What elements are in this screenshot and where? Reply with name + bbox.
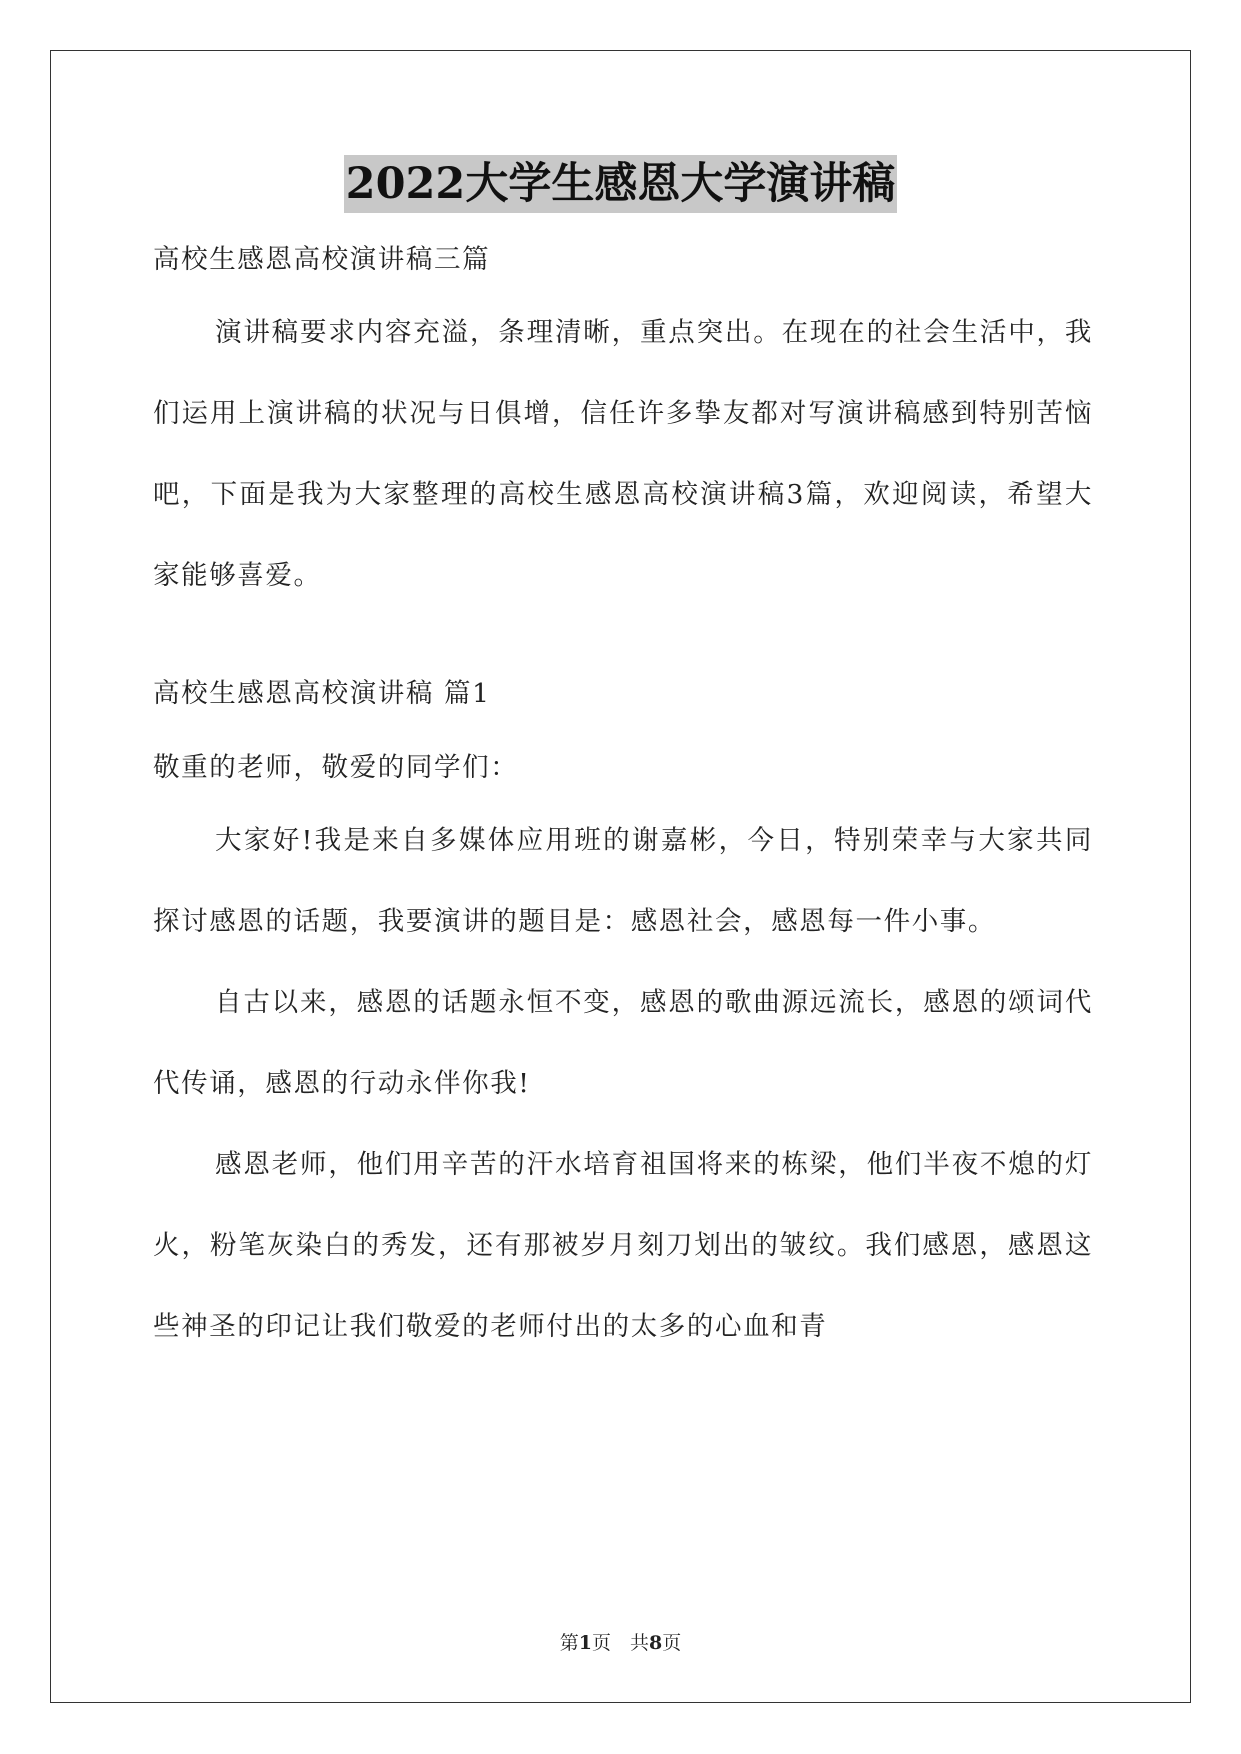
page-footer xyxy=(0,1628,1241,1655)
title-container xyxy=(0,155,1241,213)
body-paragraph-2: 自古以来，感恩的话题永恒不变，感恩的歌曲源远流长，感恩的颂词代代传诵，感恩的行动永伴你我! xyxy=(153,987,1093,1099)
footer-page-total: 8 xyxy=(649,1632,663,1654)
intro-block xyxy=(153,292,1093,616)
footer-page-current: 1 xyxy=(578,1632,592,1654)
section-heading: 高校生感恩高校演讲稿 篇1 xyxy=(153,678,491,709)
document-subtitle: 高校生感恩高校演讲稿三篇 xyxy=(153,244,491,275)
body-paragraph-3: 感恩老师，他们用辛苦的汗水培育祖国将来的栋梁，他们半夜不熄的灯火，粉笔灰染白的秀发，还有那被岁月刻刀划出的皱纹。我们感恩，感恩这些神圣的印记让我们敬爱的老师付出的太多的心血和青 xyxy=(153,1149,1093,1342)
salutation: 敬重的老师，敬爱的同学们： xyxy=(153,752,519,783)
body-paragraph-1: 大家好!我是来自多媒体应用班的谢嘉彬，今日，特别荣幸与大家共同探讨感恩的话题，我要演讲的题目是：感恩社会，感恩每一件小事。 xyxy=(153,825,1093,937)
footer-page-suffix: 页 xyxy=(662,1632,682,1654)
body-block xyxy=(153,800,1093,1367)
footer-page-mid: 页 共 xyxy=(591,1632,649,1654)
document-title: 2022大学生感恩大学演讲稿 xyxy=(344,155,898,213)
intro-paragraph: 演讲稿要求内容充溢，条理清晰，重点突出。在现在的社会生活中，我们运用上演讲稿的状况与日俱增，信任许多挚友都对写演讲稿感到特别苦恼吧，下面是我为大家整理的高校生感恩高校演讲稿3篇，欢迎阅读，希望大家能够喜爱。 xyxy=(153,317,1093,591)
footer-page-prefix: 第 xyxy=(559,1632,579,1654)
